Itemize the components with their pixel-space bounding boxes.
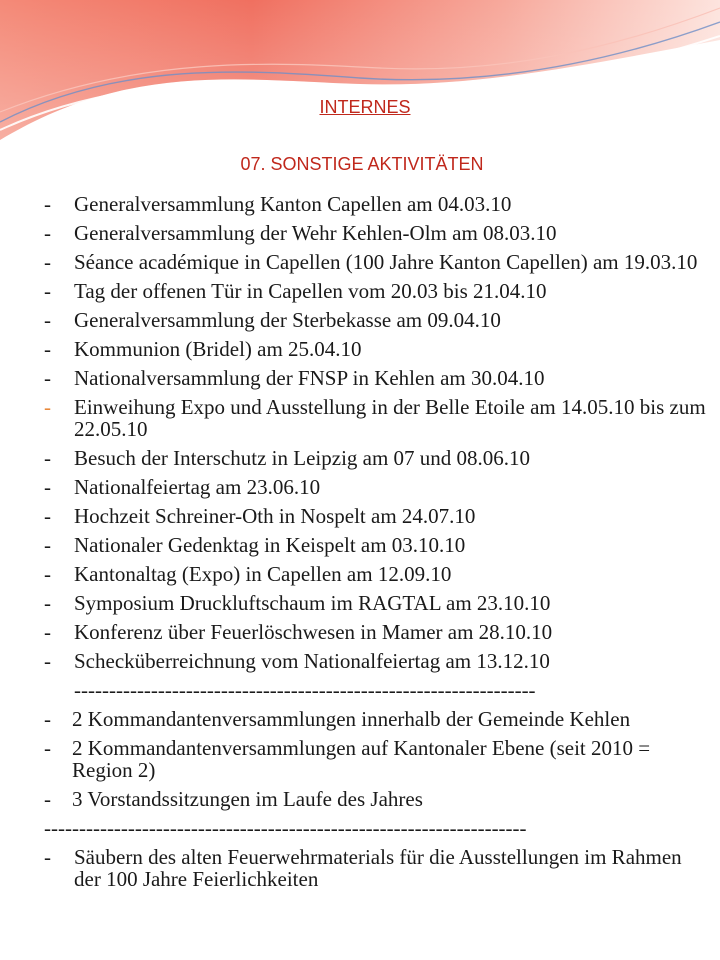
list-bullet: - [44,620,51,644]
list-item [44,222,712,244]
list-item [44,650,712,672]
list-item-text: Nationalversammlung der FNSP in Kehlen am 30.04.10 [74,366,545,390]
list-item-text: Tag der offenen Tür in Capellen vom 20.03 bis 21.04.10 [74,279,547,303]
list-item [44,708,712,730]
list-item [44,367,712,389]
list-item [44,534,712,556]
list-item-text: Säubern des alten Feuerwehrmaterials für die Ausstellungen im Rahmen der 100 Jahre Feierlichkeiten [74,845,682,891]
list-bullet: - [44,192,51,216]
list-item [44,788,712,810]
list-item-text: Generalversammlung der Wehr Kehlen-Olm am 08.03.10 [74,221,557,245]
list-item-text: 2 Kommandantenversammlungen innerhalb der Gemeinde Kehlen [72,707,631,731]
list-bullet: - [44,787,51,811]
list-bullet: - [44,279,51,303]
list-item-text: Hochzeit Schreiner-Oth in Nospelt am 24.07.10 [74,504,476,528]
separator-line-2: --------------------------------------------------------------------- [44,817,527,839]
list-item-text: 2 Kommandantenversammlungen auf Kantonaler Ebene (seit 2010 = Region 2) [72,736,651,782]
list-bullet: - [44,250,51,274]
list-item-text: Einweihung Expo und Ausstellung in der Belle Etoile am 14.05.10 bis zum 22.05.10 [74,395,706,441]
list-bullet: - [44,707,51,731]
list-bullet: - [44,446,51,470]
list-bullet: - [44,649,51,673]
list-item-text: Séance académique in Capellen (100 Jahre Kanton Capellen) am 19.03.10 [74,250,698,274]
list-item-text: Generalversammlung Kanton Capellen am 04.03.10 [74,192,512,216]
list-item [44,846,712,890]
list-bullet: - [44,308,51,332]
list-item-text: Schecküberreichnung vom Nationalfeiertag am 13.12.10 [74,649,550,673]
list-bullet: - [44,221,51,245]
activity-list [44,193,712,897]
list-item-text: Besuch der Interschutz in Leipzig am 07 und 08.06.10 [74,446,531,470]
list-bullet: - [44,504,51,528]
list-item-text: 3 Vorstandssitzungen im Laufe des Jahres [72,787,423,811]
list-bullet: - [44,533,51,557]
list-item [44,476,712,498]
list-bullet: - [44,591,51,615]
list-item [44,621,712,643]
list-item-text: Symposium Druckluftschaum im RAGTAL am 23.10.10 [74,591,551,615]
list-item [44,447,712,469]
list-item-text: Kantonaltag (Expo) in Capellen am 12.09.10 [74,562,452,586]
list-item [44,563,712,585]
list-item [44,592,712,614]
page-title: INTERNES [319,97,411,117]
list-bullet: - [44,736,51,760]
list-bullet: - [44,337,51,361]
list-item [44,251,712,273]
list-bullet: - [44,475,51,499]
list-bullet: - [44,845,51,869]
list-item [44,396,712,440]
list-item [44,309,712,331]
header-wave-decoration [0,0,720,150]
list-item-text: Generalversammlung der Sterbekasse am 09.04.10 [74,308,501,332]
list-item [44,193,712,215]
list-item [44,338,712,360]
list-item-text: Nationaler Gedenktag in Keispelt am 03.10.10 [74,533,466,557]
list-bullet: - [44,366,51,390]
list-item-text: Nationalfeiertag am 23.06.10 [74,475,321,499]
list-item [44,505,712,527]
section-heading: 07. SONSTIGE AKTIVITÄTEN [240,154,484,174]
separator-line-1: ------------------------------------------------------------------ [74,679,536,701]
list-bullet: - [44,395,51,419]
list-item [44,280,712,302]
list-item-text: Konferenz über Feuerlöschwesen in Mamer am 28.10.10 [74,620,553,644]
list-item [44,737,712,781]
list-item-text: Kommunion (Bridel) am 25.04.10 [74,337,362,361]
list-bullet: - [44,562,51,586]
